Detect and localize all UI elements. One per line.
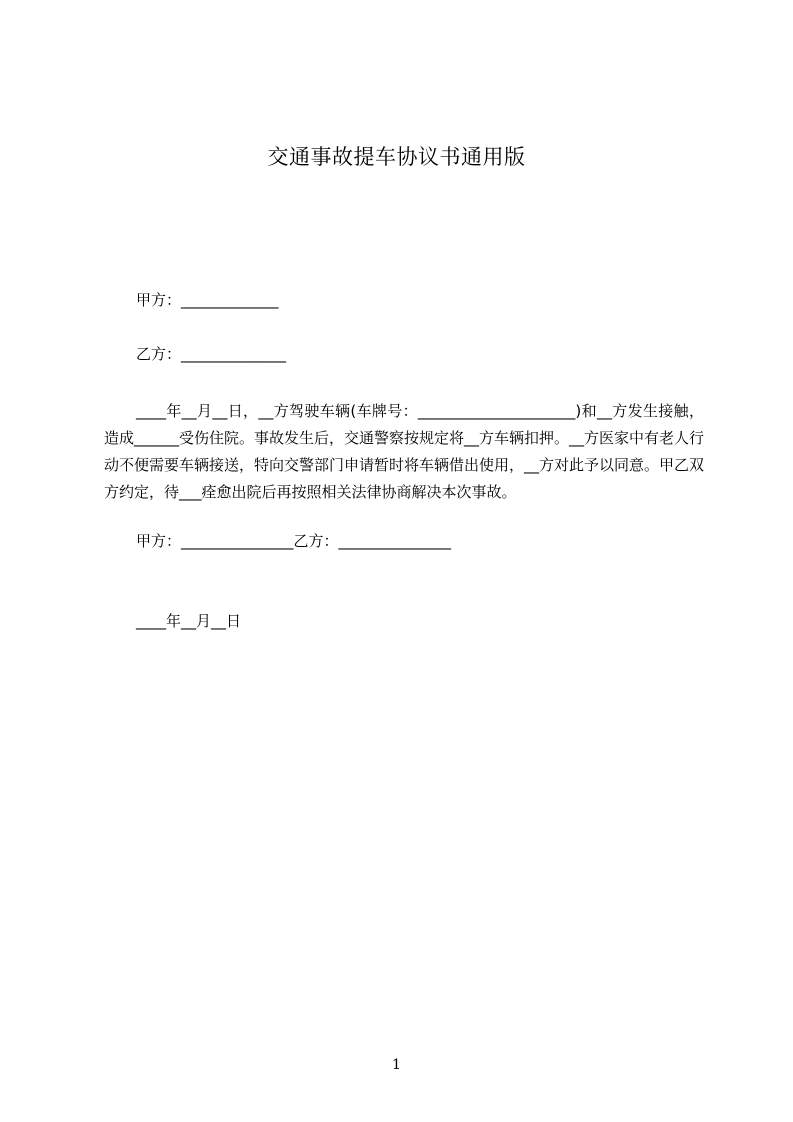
party-b-line: 乙方：______________: [136, 345, 287, 363]
page-number: 1: [392, 1057, 401, 1073]
signature-line: 甲方：_______________乙方：_______________: [136, 532, 452, 550]
document-title: 交通事故提车协议书通用版: [267, 145, 526, 169]
date-line: ____年__月__日: [136, 612, 242, 630]
party-a-line: 甲方：_____________: [136, 291, 279, 309]
agreement-body-paragraph: ____年__月__日，__方驾驶车辆(车牌号：_____________________)和__方发生接触，造成______受伤住院。事故发生后，交通警察按规定将__方车辆扣押。__方医家中有老人行动不便需要车辆接送，特向交警部门申请暂时将车辆借出使用，__方对此予以同意。甲乙双方约定，待___痊愈出院后再按照相关法律协商解决本次事故。: [104, 402, 705, 501]
